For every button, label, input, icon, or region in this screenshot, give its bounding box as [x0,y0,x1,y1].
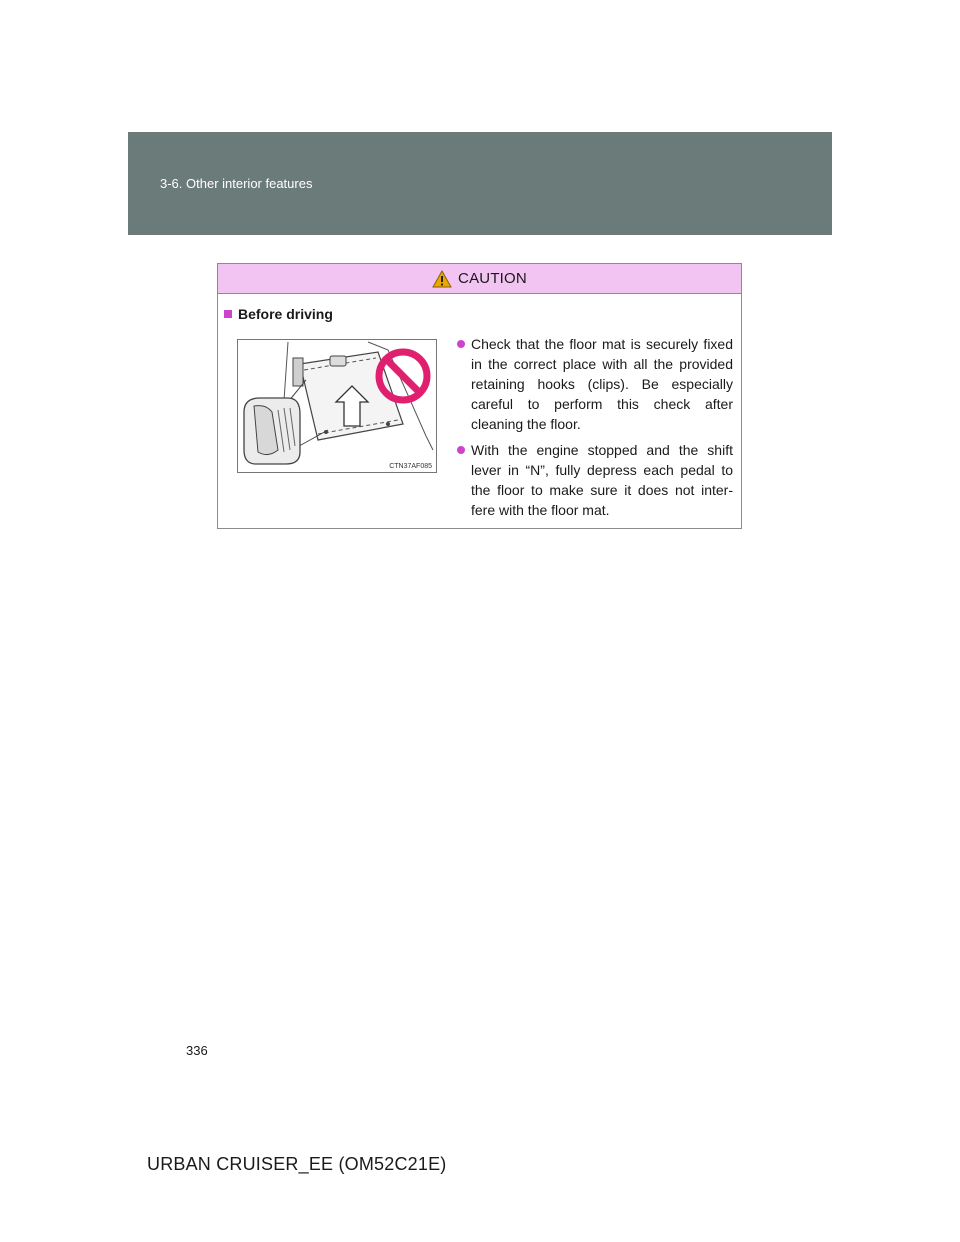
section-title: 3-6. Other interior features [160,176,313,191]
warning-triangle-icon [432,270,452,288]
page-number: 336 [186,1043,208,1058]
manual-identifier: URBAN CRUISER_EE (OM52C21E) [147,1154,447,1174]
bullet-text: Check that the floor mat is securely fixed in the correct place with all the provided retaining hooks (clips). Be especially careful to perform this check after cleaning the floor. [471,336,733,432]
caution-box [217,263,742,529]
caution-header [218,264,741,294]
caution-bullet-list [455,334,733,526]
caution-title: CAUTION [458,270,527,287]
floor-mat-illustration [237,339,437,473]
list-item [455,334,733,434]
floor-mat-drawing [238,340,436,472]
square-bullet-icon [224,310,232,318]
illustration-code: CTN37AF085 [389,463,432,470]
bullet-text: With the engine stopped and the shift lever in “N”, fully depress each pedal to the floor to make sure it does not inter-fere with the floor mat. [471,442,733,518]
caution-subheading [224,306,333,322]
round-bullet-icon [457,446,465,454]
round-bullet-icon [457,340,465,348]
subheading-label: Before driving [238,306,333,322]
list-item [455,440,733,520]
